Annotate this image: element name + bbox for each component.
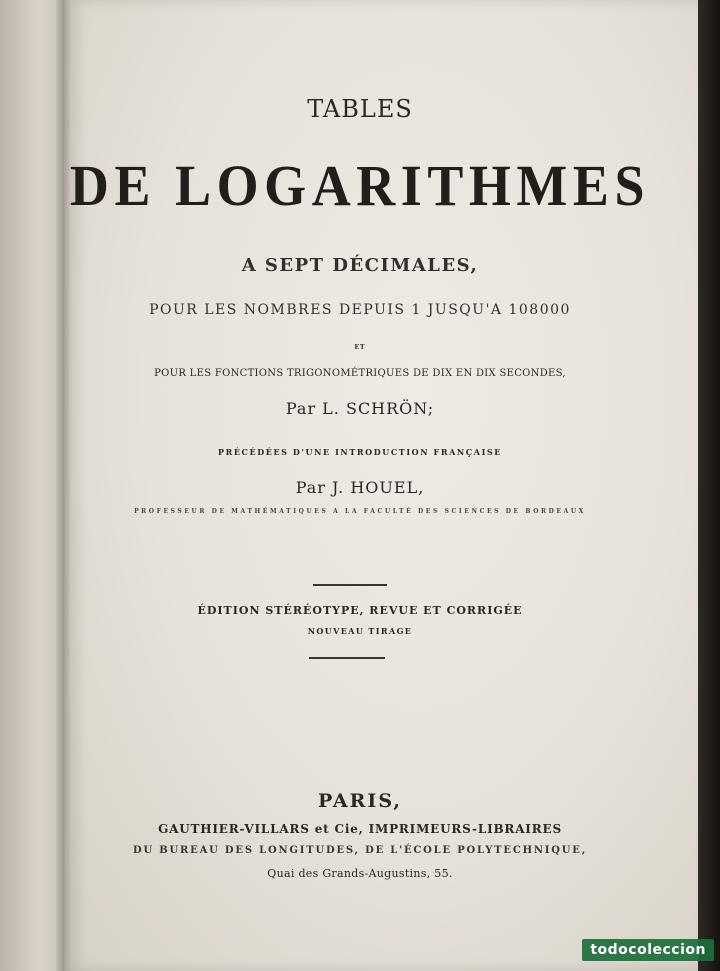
divider-rule-top	[313, 584, 387, 586]
divider-rule-bottom	[309, 657, 385, 659]
introduction-line: PRÉCÉDÉES D'UNE INTRODUCTION FRANÇAISE	[218, 447, 502, 457]
title-main: DE LOGARITHMES	[69, 153, 651, 218]
city-line: PARIS,	[318, 790, 402, 812]
address-line: Quai des Grands-Augustins, 55.	[267, 867, 453, 880]
watermark-logo: todocoleccion	[582, 939, 714, 961]
bureau-line: DU BUREAU DES LONGITUDES, DE L'ÉCOLE POLYTECHNIQUE,	[132, 845, 587, 856]
conjunction-et: ET	[354, 344, 366, 351]
trig-functions-line: POUR LES FONCTIONS TRIGONOMÉTRIQUES DE DIX EN DIX SECONDES,	[154, 368, 566, 379]
edition-line: ÉDITION STÉRÉOTYPE, REVUE ET CORRIGÉE	[197, 604, 523, 617]
translator-title: PROFESSEUR DE MATHÉMATIQUES A LA FACULTÉ DES SCIENCES DE BORDEAUX	[134, 508, 586, 515]
translator-line: Par J. HOUEL,	[295, 478, 425, 497]
title-tables: TABLES	[307, 95, 413, 123]
number-range: POUR LES NOMBRES DEPUIS 1 JUSQU'A 108000	[149, 302, 571, 318]
publisher-line: GAUTHIER-VILLARS et Cie, IMPRIMEURS-LIBRAIRES	[158, 822, 562, 836]
tirage-line: NOUVEAU TIRAGE	[307, 626, 413, 636]
author-line: Par L. SCHRÖN;	[285, 399, 435, 418]
subtitle-decimals: A SEPT DÉCIMALES,	[241, 255, 479, 276]
